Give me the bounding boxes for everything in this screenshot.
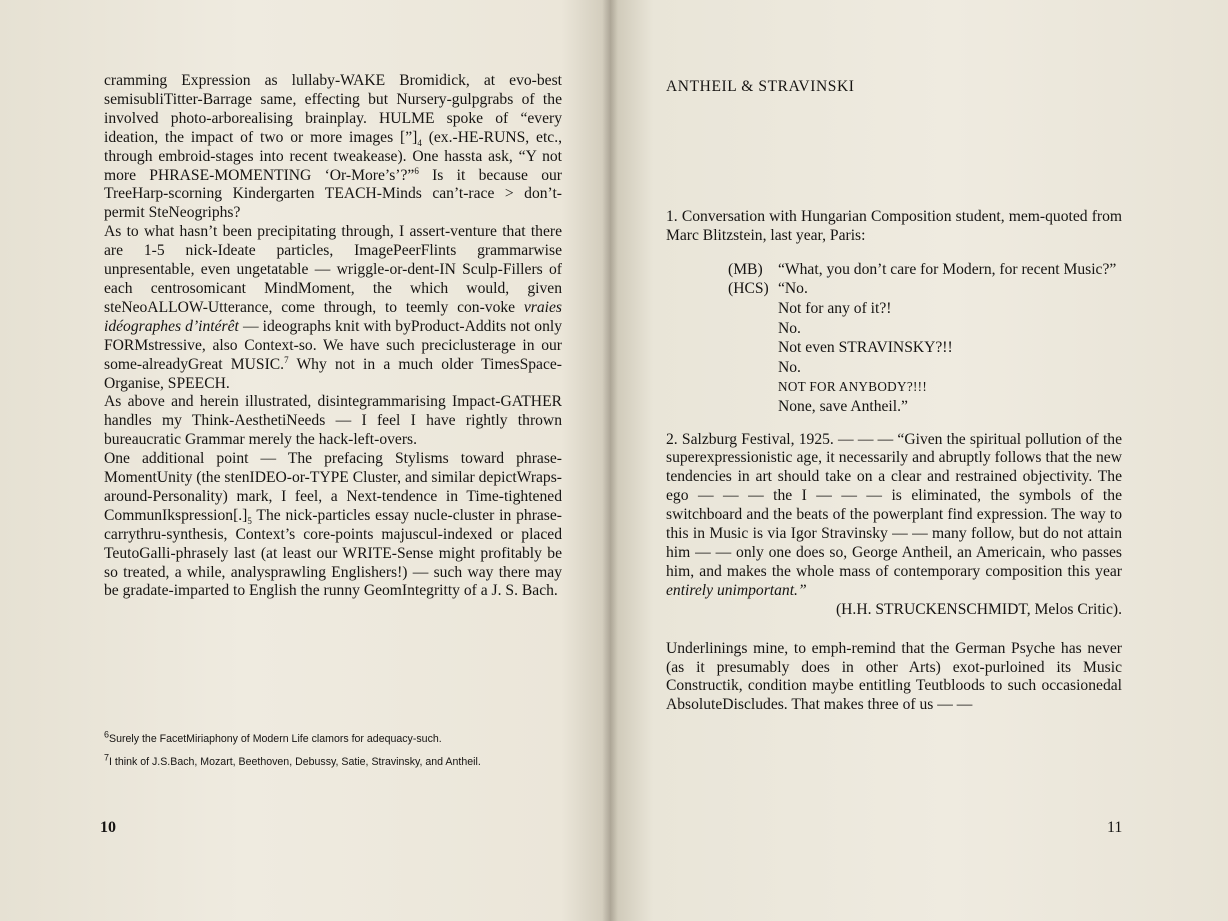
page-number: 11 xyxy=(1107,819,1123,836)
dialog-line xyxy=(728,397,1122,417)
dialog-line xyxy=(728,279,1122,299)
text-run: Is it because our TreeHarp-scorning Kindergarten TEACH-Minds can’t-race > don’t-permit SteNeogriphs? xyxy=(104,166,562,222)
numbered-item: 1. Conversation with Hungarian Composition student, mem-quoted from Marc Blitzstein, last year, Paris: xyxy=(666,208,1122,244)
dialog-text: NOT FOR ANYBODY?!!! xyxy=(778,379,928,395)
closing-paragraph: Underlinings mine, to emph-remind that the German Psyche has never (as it presumably does in other Arts) exot-purloined its Music Constructik, condition maybe entitling Teutbloods to such occasionedal AbsoluteDiscludes. That makes three of us — — xyxy=(666,639,1122,714)
left-body-text xyxy=(104,72,562,601)
italic-phrase: vraies idéographes d’intérêt xyxy=(104,298,562,335)
dialog-line xyxy=(728,299,1122,319)
footnote-mark: 6 xyxy=(414,165,419,176)
paragraph xyxy=(104,223,562,393)
text-run: — ideographs knit with byProduct-Addits not only FORMstressive, also Context-so. We have such preciclusterage in our some-alreadyGreat MUSIC. xyxy=(104,317,563,373)
left-page xyxy=(0,0,610,921)
dialog-line xyxy=(728,377,1122,397)
dialog-text: Not even STRAVINSKY?!! xyxy=(778,339,953,357)
dialog xyxy=(728,260,1122,417)
paragraph xyxy=(104,72,562,223)
note-mark: 4 xyxy=(417,137,422,148)
running-head: ANTHEIL & STRAVINSKI xyxy=(666,78,855,95)
dialog-text: Not for any of it?! xyxy=(778,300,892,317)
right-page xyxy=(610,0,1228,921)
dialog-line xyxy=(728,260,1122,280)
text-run: One additional point — The prefacing Stylisms toward phrase-MomentUnity (the stenIDEO-or-TYPE Cluster, and similar depictWraps-around-Personality) mark, I feel, a Next-tendence in Time-tightened CommunIkspression[.] xyxy=(104,450,562,524)
attribution: (H.H. STRUCKENSCHMIDT, Melos Critic). xyxy=(835,600,1122,618)
dialog-text: No. xyxy=(778,358,801,376)
footnote-text: I think of J.S.Bach, Mozart, Beethoven, Debussy, Satie, Stravinsky, and Antheil. xyxy=(109,756,481,768)
spacer xyxy=(666,620,1122,640)
dialog-speaker xyxy=(728,319,778,339)
footnote-mark: 7 xyxy=(284,354,289,365)
right-body-text xyxy=(666,78,1122,715)
dialog-speaker xyxy=(728,338,778,358)
italic-phrase: entirely unimportant.” xyxy=(666,581,807,599)
text-run: cramming Expression as lullaby-WAKE Bromidick, at evo-best semisubliTitter-Barrage same, effecting but Nursery-gulpgrabs of the involved photo-arborealising brainplay. HULME spoke of “every ideation, the impact of two or more images [”] xyxy=(104,72,562,146)
text-run: As to what hasn’t been precipitating through, I assert-venture that there are 1-5 nick-Ideate particles, ImagePeerFlints grammarwise unpresentable, even ungetatable — wriggle-or-dent-IN Sculp-Fillers of each centrosomicant MindMoment, the which would, given steNeoALLOW-Utterance, come through, to teemly con-voke xyxy=(104,223,562,316)
paragraph: As above and herein illustrated, disintegrammarising Impact-GATHER handles my Think-AesthetiNeeds — I feel I have rightly thrown bureaucratic Grammar merely the hack-left-overs. xyxy=(104,393,562,449)
footnote xyxy=(104,729,564,746)
dialog-speaker xyxy=(728,358,778,378)
text-run: (ex.-HE-RUNS, etc., through embroid-stages into recent tweakease). One hassta ask, “Y not more PHRASE-MOMENTING ‘Or-More’s’?” xyxy=(104,128,562,184)
dialog-text: “No. xyxy=(778,280,808,298)
text-run: 2. Salzburg Festival, 1925. — — — “Given the spiritual pollution of the superexpressionistic age, it necessarily and abruptly follows that the new tendencies in art should take on a clear and restrained objectivity. The ego — — — the I — — — is eliminated, the symbols of the switchboard and the beats of the powerplant find expression. The way to this in Music is via Igor Stravinsky — — many follow, but do not attain him — — only one does so, George Antheil, an Americain, who passes him, and makes the whole mass of contemporary composition this year xyxy=(666,430,1122,580)
dialog-line xyxy=(728,358,1122,378)
footnote-text: Surely the FacetMiriaphony of Modern Life clamors for adequacy-such. xyxy=(109,733,442,745)
dialog-speaker xyxy=(728,377,778,397)
dialog-speaker xyxy=(728,299,778,319)
footnote-number: 6 xyxy=(104,729,110,740)
dialog-speaker: (MB) xyxy=(728,260,763,278)
dialog-text: No. xyxy=(778,319,801,337)
text-run: The nick-particles essay nucle-cluster in phrase-carrythru-synthesis, Context’s core-points majuscul-indexed or placed TeutoGalli-phrasely last (at least our WRITE-Sense might profitably be so treated, a while, analysprawling Englishers!) — such way there may be gradate-imparted to English the runny GeomIntegritty of a J. S. Bach. xyxy=(104,506,562,600)
footnote xyxy=(104,752,564,769)
paragraph xyxy=(104,450,562,601)
dialog-line xyxy=(728,338,1122,358)
footnote-number: 7 xyxy=(104,752,110,763)
text-run: Why not in a much older TimesSpace-Organise, SPEECH. xyxy=(104,355,562,392)
note-mark: 5 xyxy=(247,515,252,526)
footnotes xyxy=(104,729,564,778)
numbered-item xyxy=(666,431,1122,601)
dialog-line xyxy=(728,319,1122,339)
book-gutter xyxy=(602,0,618,921)
dialog-text: None, save Antheil.” xyxy=(778,397,908,415)
page-number: 10 xyxy=(100,819,116,836)
dialog-speaker: (HCS) xyxy=(728,280,769,298)
dialog-speaker xyxy=(728,397,778,417)
dialog-text: “What, you don’t care for Modern, for recent Music?” xyxy=(778,260,1117,278)
